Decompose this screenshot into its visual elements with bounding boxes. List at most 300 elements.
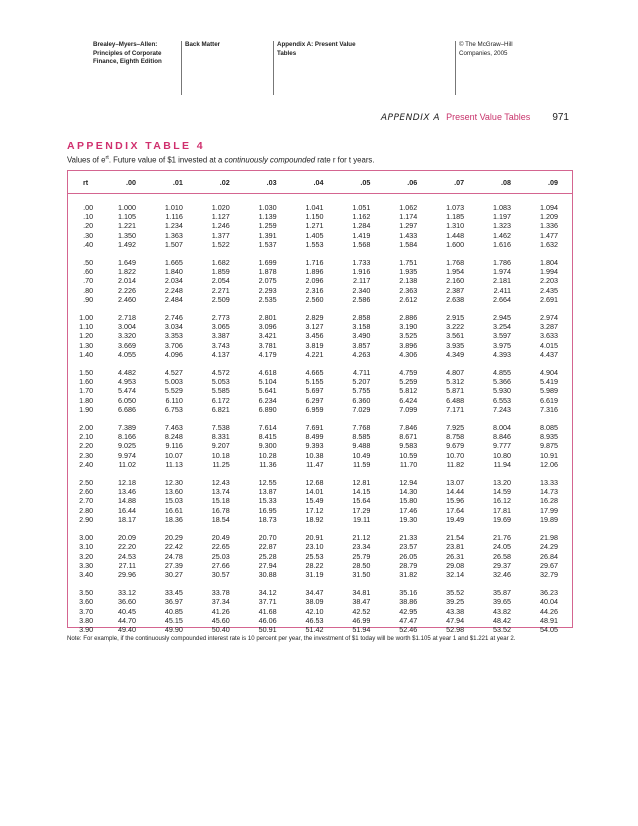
table-cell: 12.68 <box>305 478 324 488</box>
table-cell: 27.94 <box>258 560 277 570</box>
column-header: .00 <box>103 171 150 194</box>
table-cell: 1.492 <box>118 239 137 249</box>
table-cell: 6.424 <box>399 395 418 405</box>
table-cell: 5.155 <box>305 377 324 387</box>
table-cell: 1.584 <box>399 239 418 249</box>
table-cell: 3.819 <box>305 340 324 350</box>
table-cell: 27.66 <box>211 560 230 570</box>
table-cell: 35.52 <box>446 588 465 598</box>
table-cell: 2.586 <box>352 294 371 304</box>
table-cell: 1.297 <box>399 221 418 231</box>
table-cell: 2.612 <box>399 294 418 304</box>
table-row <box>68 597 572 606</box>
table-cell: 4.527 <box>164 368 183 378</box>
table-cell: 5.989 <box>540 386 558 396</box>
table-cell: 21.54 <box>446 533 465 543</box>
table-cell: 25.03 <box>211 551 230 561</box>
table-cell: 30.27 <box>164 569 183 579</box>
table-cell: 41.68 <box>258 606 277 616</box>
table-cell: 1.209 <box>540 212 558 222</box>
table-cell: 4.349 <box>446 349 465 359</box>
table-cell: 1.010 <box>164 203 183 212</box>
table-cell: 5.104 <box>258 377 277 387</box>
table-cell: 17.81 <box>493 505 512 515</box>
table-cell: 3.287 <box>540 322 558 332</box>
table-cell: 13.74 <box>211 487 230 497</box>
table-cell: 1.896 <box>305 267 324 277</box>
group-spacer <box>68 414 572 423</box>
table-cell: 14.88 <box>118 496 137 506</box>
table-cell: 10.18 <box>211 450 230 460</box>
table-cell: 9.116 <box>165 441 183 451</box>
table-cell: 45.60 <box>211 615 230 625</box>
table-cell: 1.271 <box>305 221 324 231</box>
table-cell: 2.801 <box>258 313 277 323</box>
row-rate-cell: 2.20 <box>79 441 94 451</box>
table-cell: 2.484 <box>164 294 183 304</box>
table-cell: 33.78 <box>211 588 230 598</box>
table-cell: 24.78 <box>164 551 183 561</box>
table-cell: 17.64 <box>446 505 465 515</box>
table-cell: 3.633 <box>540 331 558 341</box>
row-rate-cell: 1.40 <box>79 349 94 359</box>
table-cell: 7.099 <box>399 404 418 414</box>
table-cell: 16.78 <box>211 505 230 515</box>
table-cell: 5.641 <box>258 386 277 396</box>
table-cell: 10.91 <box>540 450 558 460</box>
table-row <box>68 231 572 240</box>
table-cell: 11.02 <box>118 459 137 469</box>
table-row <box>68 478 572 487</box>
table-row <box>68 542 572 551</box>
table-cell: 1.768 <box>446 258 465 268</box>
table-cell: 19.69 <box>493 514 512 524</box>
table-cell: 1.391 <box>258 230 277 240</box>
table-cell: 3.353 <box>164 331 183 341</box>
table-cell: 2.509 <box>211 294 230 304</box>
table-cell: 7.316 <box>540 404 558 414</box>
table-cell: 13.46 <box>118 487 137 497</box>
table-cell: 1.553 <box>305 239 324 249</box>
table-cell: 14.30 <box>399 487 418 497</box>
group-spacer <box>68 249 572 258</box>
table-cell: 3.065 <box>211 322 230 332</box>
page-header <box>93 41 545 95</box>
table-cell: 1.000 <box>118 203 137 212</box>
table-cell: 2.363 <box>399 285 418 295</box>
table-cell: 3.004 <box>118 322 137 332</box>
table-cell: 1.041 <box>305 203 324 212</box>
table-cell: 7.171 <box>446 404 465 414</box>
table-cell: 50.40 <box>211 624 230 634</box>
table-cell: 4.137 <box>211 349 230 359</box>
table-cell: 6.050 <box>118 395 137 405</box>
row-rate-cell: .60 <box>83 267 94 277</box>
table-cell: 26.05 <box>399 551 418 561</box>
table-cell: 3.597 <box>493 331 512 341</box>
table-cell: 1.197 <box>493 212 512 222</box>
table-cell: 1.174 <box>399 212 418 222</box>
table-cell: 2.718 <box>118 313 137 323</box>
table-cell: 1.954 <box>446 267 465 277</box>
row-rate-cell: 1.70 <box>79 386 94 396</box>
table-cell: 2.138 <box>399 276 418 286</box>
table-cell: 15.03 <box>164 496 183 506</box>
subtitle-pre: Values of e <box>67 155 106 165</box>
row-rate-cell: 2.70 <box>79 496 94 506</box>
column-header: .02 <box>197 171 244 194</box>
table-cell: 3.034 <box>164 322 183 332</box>
table-cell: 17.46 <box>399 505 418 515</box>
table-cell: 36.97 <box>164 597 183 607</box>
table-cell: 2.915 <box>446 313 465 323</box>
table-cell: 1.073 <box>446 203 465 212</box>
table-cell: 24.29 <box>540 542 558 552</box>
table-cell: 10.70 <box>446 450 465 460</box>
table-cell: 32.46 <box>493 569 512 579</box>
table-cell: 19.49 <box>446 514 465 524</box>
table-cell: 14.59 <box>493 487 512 497</box>
table-cell: 4.618 <box>258 368 277 378</box>
row-rate-cell: 3.50 <box>79 588 94 598</box>
table-row <box>68 267 572 276</box>
table-cell: 2.387 <box>446 285 465 295</box>
column-header: .03 <box>244 171 291 194</box>
table-cell: 2.271 <box>211 285 230 295</box>
table-cell: 5.755 <box>352 386 371 396</box>
table-row <box>68 295 572 304</box>
table-cell: 9.974 <box>118 450 137 460</box>
table-cell: 2.691 <box>540 294 558 304</box>
table-row <box>68 487 572 496</box>
table-cell: 2.974 <box>540 313 558 323</box>
column-header: rt <box>68 171 103 194</box>
table-cell: 15.18 <box>211 496 230 506</box>
table-cell: 47.47 <box>399 615 418 625</box>
spacer-cell <box>68 579 572 588</box>
table-row <box>68 212 572 221</box>
row-rate-cell: 1.60 <box>79 377 94 387</box>
table-cell: 2.014 <box>118 276 137 286</box>
table-cell: 4.179 <box>258 349 277 359</box>
running-head-appendix: APPENDIX A <box>380 113 441 123</box>
table-cell: 7.768 <box>352 423 371 433</box>
table-cell: 38.47 <box>352 597 371 607</box>
table-cell: 5.474 <box>118 386 137 396</box>
table-row <box>68 405 572 414</box>
table-cell: 6.686 <box>118 404 137 414</box>
table-cell: 23.81 <box>446 542 465 552</box>
table-cell: 15.64 <box>352 496 371 506</box>
table-cell: 28.79 <box>399 560 418 570</box>
table-cell: 6.297 <box>305 395 324 405</box>
table-cell: 44.26 <box>540 606 558 616</box>
header-chapter-line-2: Tables <box>277 49 297 57</box>
table-cell: 29.96 <box>118 569 137 579</box>
table-cell: 11.94 <box>493 459 512 469</box>
table-cell: 3.706 <box>164 340 183 350</box>
table-cell: 1.616 <box>493 239 512 249</box>
table-cell: 1.150 <box>305 212 324 222</box>
row-rate-cell: .40 <box>83 239 94 249</box>
table-cell: 3.387 <box>211 331 230 341</box>
table-cell: 5.259 <box>399 377 418 387</box>
table-cell: 35.16 <box>399 588 418 598</box>
table-cell: 31.82 <box>399 569 418 579</box>
table-cell: 11.25 <box>212 459 230 469</box>
table-cell: 1.507 <box>164 239 183 249</box>
table-cell: 3.561 <box>446 331 465 341</box>
table-row <box>68 396 572 405</box>
table-cell: 15.33 <box>258 496 277 506</box>
table-cell: 12.18 <box>118 478 137 488</box>
table-cell: 1.448 <box>446 230 465 240</box>
table-cell: 2.560 <box>305 294 324 304</box>
table-cell: 35.87 <box>493 588 512 598</box>
table-cell: 36.23 <box>540 588 558 598</box>
table-cell: 38.86 <box>399 597 418 607</box>
table-cell: 3.857 <box>352 340 371 350</box>
column-header: .09 <box>525 171 572 194</box>
table-row <box>68 552 572 561</box>
table-cell: 9.300 <box>258 441 277 451</box>
table-cell: 1.116 <box>165 212 183 222</box>
table-row <box>68 313 572 322</box>
header-book-line-1: Brealey–Myers–Allen: <box>93 41 158 48</box>
table-cell: 10.49 <box>352 450 371 460</box>
table-cell: 6.234 <box>258 395 277 405</box>
table-cell: 24.53 <box>118 551 137 561</box>
table-cell: 25.79 <box>352 551 371 561</box>
table-cell: 7.925 <box>446 423 465 433</box>
table-cell: 13.07 <box>446 478 465 488</box>
table-cell: 5.053 <box>211 377 230 387</box>
table-cell: 33.45 <box>164 588 183 598</box>
table-row <box>68 570 572 579</box>
table-cell: 2.638 <box>446 294 465 304</box>
table-cell: 33.12 <box>118 588 137 598</box>
table-cell: 46.06 <box>258 615 277 625</box>
table-cell: 2.160 <box>446 276 465 286</box>
table-cell: 42.10 <box>305 606 324 616</box>
table-cell: 4.393 <box>493 349 512 359</box>
table-cell: 34.47 <box>305 588 324 598</box>
running-head <box>381 111 569 123</box>
table-cell: 1.665 <box>164 258 183 268</box>
table-cell: 10.38 <box>305 450 324 460</box>
table-cell: 3.781 <box>258 340 277 350</box>
table-cell: 16.12 <box>493 496 512 506</box>
table-cell: 3.190 <box>399 322 418 332</box>
row-rate-cell: 2.90 <box>79 514 94 524</box>
table-cell: 1.139 <box>258 212 277 222</box>
table-cell: 1.185 <box>446 212 465 222</box>
table-cell: 22.42 <box>164 542 183 552</box>
table-cell: 3.254 <box>493 322 512 332</box>
table-cell: 2.226 <box>118 285 137 295</box>
table-cell: 52.98 <box>446 624 465 634</box>
header-copyright-line-2: Companies, 2005 <box>459 49 508 57</box>
table-cell: 1.477 <box>540 230 558 240</box>
row-rate-cell: 1.20 <box>79 331 94 341</box>
table-cell: 8.331 <box>211 432 230 442</box>
table-row <box>68 258 572 267</box>
running-head-section: Present Value Tables <box>446 112 531 122</box>
table-cell: 7.029 <box>352 404 371 414</box>
table-cell: 1.405 <box>305 230 324 240</box>
subtitle-mid: . Future value of $1 invested at a <box>108 155 225 165</box>
subtitle-superscript: rt <box>105 155 109 161</box>
table-cell: 2.886 <box>399 313 418 323</box>
table-cell: 3.096 <box>258 322 277 332</box>
table-row <box>68 341 572 350</box>
table-cell: 15.80 <box>399 496 418 506</box>
row-rate-cell: .20 <box>83 221 94 231</box>
table-cell: 7.463 <box>164 423 183 433</box>
table-row <box>68 240 572 249</box>
table-cell: 1.310 <box>446 221 465 231</box>
table-cell: 6.959 <box>305 404 324 414</box>
table-cell: 1.246 <box>211 221 230 231</box>
table-cell: 4.904 <box>540 368 558 378</box>
spacer-cell <box>68 414 572 423</box>
table-cell: 11.82 <box>446 459 465 469</box>
table-cell: 1.323 <box>493 221 512 231</box>
table-cell: 12.30 <box>164 478 183 488</box>
row-rate-cell: 2.00 <box>79 423 94 433</box>
table-cell: 21.76 <box>493 533 512 543</box>
table-cell: 5.207 <box>352 377 371 387</box>
spacer-cell <box>68 304 572 313</box>
table-cell: 3.320 <box>118 331 137 341</box>
table-cell: 31.19 <box>305 569 324 579</box>
row-rate-cell: 1.80 <box>79 395 94 405</box>
table-cell: 1.105 <box>118 212 137 222</box>
row-rate-cell: 2.50 <box>79 478 94 488</box>
table-cell: 1.377 <box>211 230 230 240</box>
table-cell: 17.99 <box>540 505 558 515</box>
table-cell: 28.22 <box>305 560 324 570</box>
table-cell: 1.259 <box>258 221 277 231</box>
header-book-line-3: Finance, Eighth Edition <box>93 58 162 66</box>
table-cell: 9.583 <box>399 441 418 451</box>
table-row <box>68 506 572 515</box>
table-cell: 1.935 <box>399 267 418 277</box>
table-cell: 15.49 <box>305 496 324 506</box>
table-cell: 46.53 <box>305 615 324 625</box>
table-cell: 11.13 <box>165 459 183 469</box>
table-cell: 6.890 <box>258 404 277 414</box>
table-cell: 2.746 <box>164 313 183 323</box>
table-cell: 8.935 <box>540 432 558 442</box>
table-cell: 1.363 <box>164 230 183 240</box>
table-cell: 4.807 <box>446 368 465 378</box>
table-cell: 49.40 <box>118 624 137 634</box>
table-cell: 2.460 <box>118 294 137 304</box>
column-header: .06 <box>384 171 431 194</box>
table-cell: 23.57 <box>399 542 418 552</box>
table-cell: 9.488 <box>352 441 371 451</box>
table-cell: 2.096 <box>305 276 324 286</box>
group-spacer <box>68 359 572 368</box>
table-cell: 5.697 <box>305 386 324 396</box>
row-rate-cell: 3.60 <box>79 597 94 607</box>
row-rate-cell: 1.30 <box>79 340 94 350</box>
row-rate-cell: 3.90 <box>79 624 94 634</box>
table-cell: 3.490 <box>352 331 371 341</box>
table-cell: 8.671 <box>399 432 418 442</box>
table-row <box>68 496 572 505</box>
column-header: .05 <box>338 171 385 194</box>
group-spacer <box>68 579 572 588</box>
table-cell: 13.20 <box>493 478 512 488</box>
table-cell: 18.54 <box>211 514 230 524</box>
table-cell: 1.632 <box>540 239 558 249</box>
table-cell: 2.773 <box>211 313 230 323</box>
column-header: .07 <box>431 171 478 194</box>
table-cell: 5.419 <box>540 377 558 387</box>
row-rate-cell: .80 <box>83 285 94 295</box>
table-cell: 1.051 <box>352 203 371 212</box>
table-row <box>68 533 572 542</box>
table-cell: 53.52 <box>493 624 512 634</box>
row-rate-cell: 1.00 <box>79 313 94 323</box>
table-cell: 1.804 <box>540 258 558 268</box>
table-cell: 5.585 <box>211 386 230 396</box>
table-cell: 1.221 <box>118 221 137 231</box>
table-cell: 1.859 <box>211 267 230 277</box>
table-cell: 37.71 <box>258 597 277 607</box>
table-cell: 2.858 <box>352 313 371 323</box>
table-cell: 2.054 <box>211 276 230 286</box>
row-rate-cell: 3.80 <box>79 615 94 625</box>
table-cell: 6.488 <box>446 395 465 405</box>
table-cell: 12.43 <box>211 478 230 488</box>
row-rate-cell: 3.30 <box>79 560 94 570</box>
table-cell: 16.28 <box>540 496 558 506</box>
row-rate-cell: .10 <box>83 212 94 222</box>
future-value-table <box>67 170 573 634</box>
table-cell: 32.14 <box>446 569 465 579</box>
table-cell: 1.822 <box>118 267 137 277</box>
table-cell: 50.91 <box>258 624 277 634</box>
table-cell: 1.419 <box>352 230 371 240</box>
table-cell: 5.871 <box>446 386 465 396</box>
table-cell: 30.57 <box>211 569 230 579</box>
table-row <box>68 331 572 340</box>
table-cell: 45.15 <box>164 615 183 625</box>
table-cell: 51.94 <box>352 624 371 634</box>
row-rate-cell: 2.30 <box>79 450 94 460</box>
header-book-line-2: Principles of Corporate <box>93 49 162 57</box>
row-rate-cell: .00 <box>83 203 94 212</box>
table-cell: 8.758 <box>446 432 465 442</box>
table-cell: 19.30 <box>399 514 418 524</box>
table-cell: 18.73 <box>258 514 277 524</box>
subtitle-italic: continuously compounded <box>224 155 316 165</box>
table-cell: 40.85 <box>164 606 183 616</box>
table-row <box>68 386 572 395</box>
table-cell: 8.846 <box>493 432 512 442</box>
table-cell: 32.79 <box>540 569 558 579</box>
table-cell: 1.600 <box>446 239 465 249</box>
table-cell: 2.203 <box>540 276 558 286</box>
table-cell: 17.12 <box>305 505 324 515</box>
table-cell: 46.99 <box>352 615 371 625</box>
table-cell: 4.953 <box>118 377 137 387</box>
table-row <box>68 368 572 377</box>
table-cell: 6.110 <box>165 395 183 405</box>
